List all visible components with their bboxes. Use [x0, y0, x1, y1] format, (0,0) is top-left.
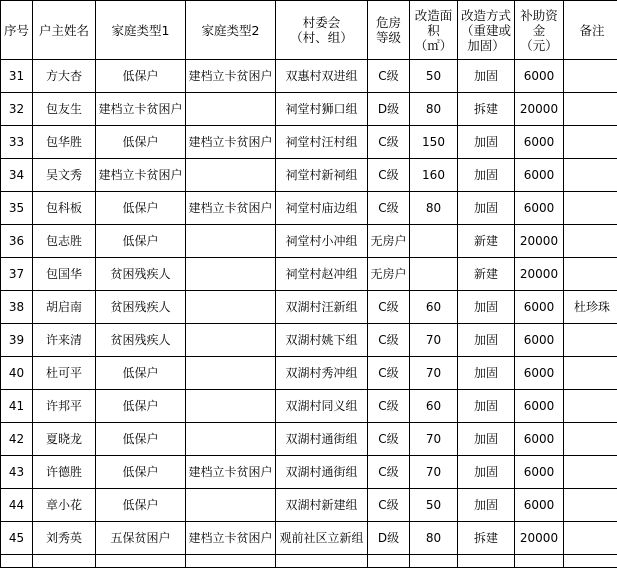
cell-seq: 32 [1, 93, 33, 126]
table-row [1, 192, 617, 225]
header-subsidy-line2: 金 [515, 23, 563, 38]
cell-family-type-1: 建档立卡贫困户 [96, 93, 186, 126]
cell-village: 双湖村秀冲组 [276, 357, 368, 390]
cell-method: 加固 [458, 60, 515, 93]
cell-note [564, 258, 617, 291]
cell-owner-name: 许来清 [33, 324, 96, 357]
cell-family-type-1: 低保户 [96, 126, 186, 159]
cell-area [410, 225, 458, 258]
cell-danger-level: D级 [368, 93, 410, 126]
cell-owner-name: 包华胜 [33, 126, 96, 159]
cell-subsidy: 6000 [515, 126, 564, 159]
header-method-line1: 改造方式 [458, 8, 514, 23]
cell-empty [276, 555, 368, 568]
cell-family-type-1: 低保户 [96, 192, 186, 225]
cell-area: 50 [410, 489, 458, 522]
cell-note [564, 93, 617, 126]
cell-family-type-1: 建档立卡贫困户 [96, 159, 186, 192]
cell-seq: 38 [1, 291, 33, 324]
cell-area: 60 [410, 291, 458, 324]
cell-danger-level: 无房户 [368, 225, 410, 258]
cell-family-type-2 [186, 357, 276, 390]
cell-owner-name: 包国华 [33, 258, 96, 291]
header-danger-line2: 等级 [368, 30, 409, 45]
cell-seq: 33 [1, 126, 33, 159]
cell-note [564, 324, 617, 357]
cell-owner-name: 方大杏 [33, 60, 96, 93]
cell-family-type-2: 建档立卡贫困户 [186, 60, 276, 93]
header-seq: 序号 [1, 1, 33, 60]
table-row [1, 258, 617, 291]
header-area-line3: （㎡） [410, 38, 457, 53]
cell-seq: 36 [1, 225, 33, 258]
cell-family-type-2: 建档立卡贫困户 [186, 192, 276, 225]
cell-method: 加固 [458, 192, 515, 225]
header-method-line3: 加固） [458, 38, 514, 53]
cell-danger-level: C级 [368, 357, 410, 390]
cell-seq: 35 [1, 192, 33, 225]
cell-empty [186, 555, 276, 568]
cell-seq: 34 [1, 159, 33, 192]
cell-family-type-2 [186, 390, 276, 423]
cell-owner-name: 包友生 [33, 93, 96, 126]
cell-method: 加固 [458, 357, 515, 390]
header-area-line2: 积 [410, 23, 457, 38]
header-family-type-2: 家庭类型2 [186, 1, 276, 60]
cell-subsidy: 20000 [515, 522, 564, 555]
cell-owner-name: 吴文秀 [33, 159, 96, 192]
header-village-line2: （村、组） [276, 30, 367, 45]
cell-method: 拆建 [458, 93, 515, 126]
cell-note: 杜珍珠 [564, 291, 617, 324]
cell-subsidy: 6000 [515, 291, 564, 324]
cell-subsidy: 6000 [515, 324, 564, 357]
cell-danger-level: C级 [368, 456, 410, 489]
cell-area: 70 [410, 357, 458, 390]
cell-method: 加固 [458, 423, 515, 456]
cell-seq: 37 [1, 258, 33, 291]
cell-seq: 43 [1, 456, 33, 489]
cell-danger-level: 无房户 [368, 258, 410, 291]
header-area-line1: 改造面 [410, 8, 457, 23]
cell-empty [458, 555, 515, 568]
cell-village: 祠堂村小冲组 [276, 225, 368, 258]
table-row [1, 390, 617, 423]
cell-note [564, 192, 617, 225]
cell-family-type-2 [186, 324, 276, 357]
cell-seq: 40 [1, 357, 33, 390]
cell-area: 50 [410, 60, 458, 93]
cell-method: 加固 [458, 159, 515, 192]
cell-family-type-2 [186, 489, 276, 522]
table-row [1, 423, 617, 456]
cell-note [564, 357, 617, 390]
table-row [1, 159, 617, 192]
cell-danger-level: C级 [368, 390, 410, 423]
cell-empty [1, 555, 33, 568]
cell-danger-level: D级 [368, 522, 410, 555]
cell-area: 70 [410, 456, 458, 489]
cell-subsidy: 6000 [515, 159, 564, 192]
cell-danger-level: C级 [368, 159, 410, 192]
cell-empty [33, 555, 96, 568]
table-row [1, 357, 617, 390]
cell-owner-name: 章小花 [33, 489, 96, 522]
cell-seq: 45 [1, 522, 33, 555]
cell-area: 80 [410, 93, 458, 126]
header-village [276, 1, 368, 60]
cell-owner-name: 许德胜 [33, 456, 96, 489]
cell-method: 加固 [458, 456, 515, 489]
cell-subsidy: 6000 [515, 192, 564, 225]
cell-owner-name: 夏晓龙 [33, 423, 96, 456]
cell-seq: 41 [1, 390, 33, 423]
cell-empty [368, 555, 410, 568]
cell-subsidy: 6000 [515, 423, 564, 456]
table-row [1, 126, 617, 159]
cell-note [564, 423, 617, 456]
cell-family-type-2: 建档立卡贫困户 [186, 522, 276, 555]
cell-danger-level: C级 [368, 126, 410, 159]
cell-subsidy: 6000 [515, 390, 564, 423]
cell-note [564, 126, 617, 159]
cell-owner-name: 包志胜 [33, 225, 96, 258]
cell-owner-name: 杜可平 [33, 357, 96, 390]
cell-subsidy: 6000 [515, 489, 564, 522]
cell-owner-name: 许邦平 [33, 390, 96, 423]
header-family-type-1: 家庭类型1 [96, 1, 186, 60]
cell-family-type-2 [186, 225, 276, 258]
cell-seq: 31 [1, 60, 33, 93]
cell-empty [564, 555, 617, 568]
cell-area: 70 [410, 423, 458, 456]
cell-family-type-2: 建档立卡贫困户 [186, 456, 276, 489]
cell-village: 双湖村姚下组 [276, 324, 368, 357]
cell-area: 80 [410, 522, 458, 555]
cell-family-type-1: 低保户 [96, 489, 186, 522]
table-row [1, 324, 617, 357]
cell-village: 双湖村通街组 [276, 456, 368, 489]
cell-owner-name: 刘秀英 [33, 522, 96, 555]
table-row [1, 225, 617, 258]
cell-owner-name: 包科板 [33, 192, 96, 225]
cell-subsidy: 6000 [515, 60, 564, 93]
cell-method: 加固 [458, 291, 515, 324]
cell-family-type-2 [186, 93, 276, 126]
table-row [1, 456, 617, 489]
cell-method: 加固 [458, 126, 515, 159]
cell-subsidy: 20000 [515, 258, 564, 291]
header-note: 备注 [564, 1, 617, 60]
cell-seq: 44 [1, 489, 33, 522]
cell-seq: 42 [1, 423, 33, 456]
cell-village: 祠堂村汪村组 [276, 126, 368, 159]
table-row [1, 291, 617, 324]
table-row [1, 60, 617, 93]
table-row-partial [1, 555, 617, 568]
cell-family-type-1: 低保户 [96, 225, 186, 258]
cell-owner-name: 胡启南 [33, 291, 96, 324]
cell-note [564, 522, 617, 555]
cell-family-type-2 [186, 159, 276, 192]
cell-seq: 39 [1, 324, 33, 357]
table-row [1, 489, 617, 522]
header-subsidy-line3: （元） [515, 38, 563, 53]
cell-empty [515, 555, 564, 568]
cell-danger-level: C级 [368, 324, 410, 357]
cell-family-type-1: 贫困残疾人 [96, 258, 186, 291]
cell-method: 加固 [458, 324, 515, 357]
header-danger-line1: 危房 [368, 15, 409, 30]
cell-village: 祠堂村赵冲组 [276, 258, 368, 291]
cell-area [410, 258, 458, 291]
header-method [458, 1, 515, 60]
cell-village: 双湖村通街组 [276, 423, 368, 456]
header-subsidy [515, 1, 564, 60]
cell-village: 祠堂村狮口组 [276, 93, 368, 126]
header-danger-level [368, 1, 410, 60]
cell-family-type-1: 低保户 [96, 357, 186, 390]
cell-area: 150 [410, 126, 458, 159]
cell-note [564, 60, 617, 93]
cell-family-type-1: 低保户 [96, 60, 186, 93]
cell-family-type-1: 贫困残疾人 [96, 324, 186, 357]
cell-village: 双湖村同义组 [276, 390, 368, 423]
cell-note [564, 390, 617, 423]
cell-family-type-1: 低保户 [96, 423, 186, 456]
cell-subsidy: 20000 [515, 93, 564, 126]
cell-village: 观前社区立新组 [276, 522, 368, 555]
cell-method: 拆建 [458, 522, 515, 555]
cell-area: 160 [410, 159, 458, 192]
cell-area: 60 [410, 390, 458, 423]
cell-village: 双湖村汪新组 [276, 291, 368, 324]
cell-village: 双湖村新建组 [276, 489, 368, 522]
cell-family-type-2 [186, 258, 276, 291]
header-owner-name: 户主姓名 [33, 1, 96, 60]
cell-note [564, 159, 617, 192]
cell-family-type-1: 贫困残疾人 [96, 291, 186, 324]
cell-method: 加固 [458, 489, 515, 522]
cell-village: 祠堂村新祠组 [276, 159, 368, 192]
cell-empty [410, 555, 458, 568]
cell-family-type-2 [186, 291, 276, 324]
cell-subsidy: 20000 [515, 225, 564, 258]
cell-danger-level: C级 [368, 192, 410, 225]
cell-empty [96, 555, 186, 568]
cell-note [564, 225, 617, 258]
cell-method: 加固 [458, 390, 515, 423]
cell-family-type-2: 建档立卡贫困户 [186, 126, 276, 159]
cell-note [564, 489, 617, 522]
cell-method: 新建 [458, 258, 515, 291]
cell-subsidy: 6000 [515, 357, 564, 390]
cell-method: 新建 [458, 225, 515, 258]
cell-danger-level: C级 [368, 423, 410, 456]
header-row [1, 1, 617, 60]
cell-danger-level: C级 [368, 489, 410, 522]
cell-village: 双惠村双进组 [276, 60, 368, 93]
cell-family-type-1: 低保户 [96, 390, 186, 423]
cell-village: 祠堂村庙边组 [276, 192, 368, 225]
cell-area: 70 [410, 324, 458, 357]
cell-subsidy: 6000 [515, 456, 564, 489]
cell-family-type-2 [186, 423, 276, 456]
header-area [410, 1, 458, 60]
header-subsidy-line1: 补助资 [515, 8, 563, 23]
cell-family-type-1: 低保户 [96, 456, 186, 489]
header-method-line2: （重建或 [458, 23, 514, 38]
table-row [1, 522, 617, 555]
cell-area: 80 [410, 192, 458, 225]
header-village-line1: 村委会 [276, 15, 367, 30]
table-row [1, 93, 617, 126]
cell-family-type-1: 五保贫困户 [96, 522, 186, 555]
cell-note [564, 456, 617, 489]
cell-danger-level: C级 [368, 60, 410, 93]
cell-danger-level: C级 [368, 291, 410, 324]
